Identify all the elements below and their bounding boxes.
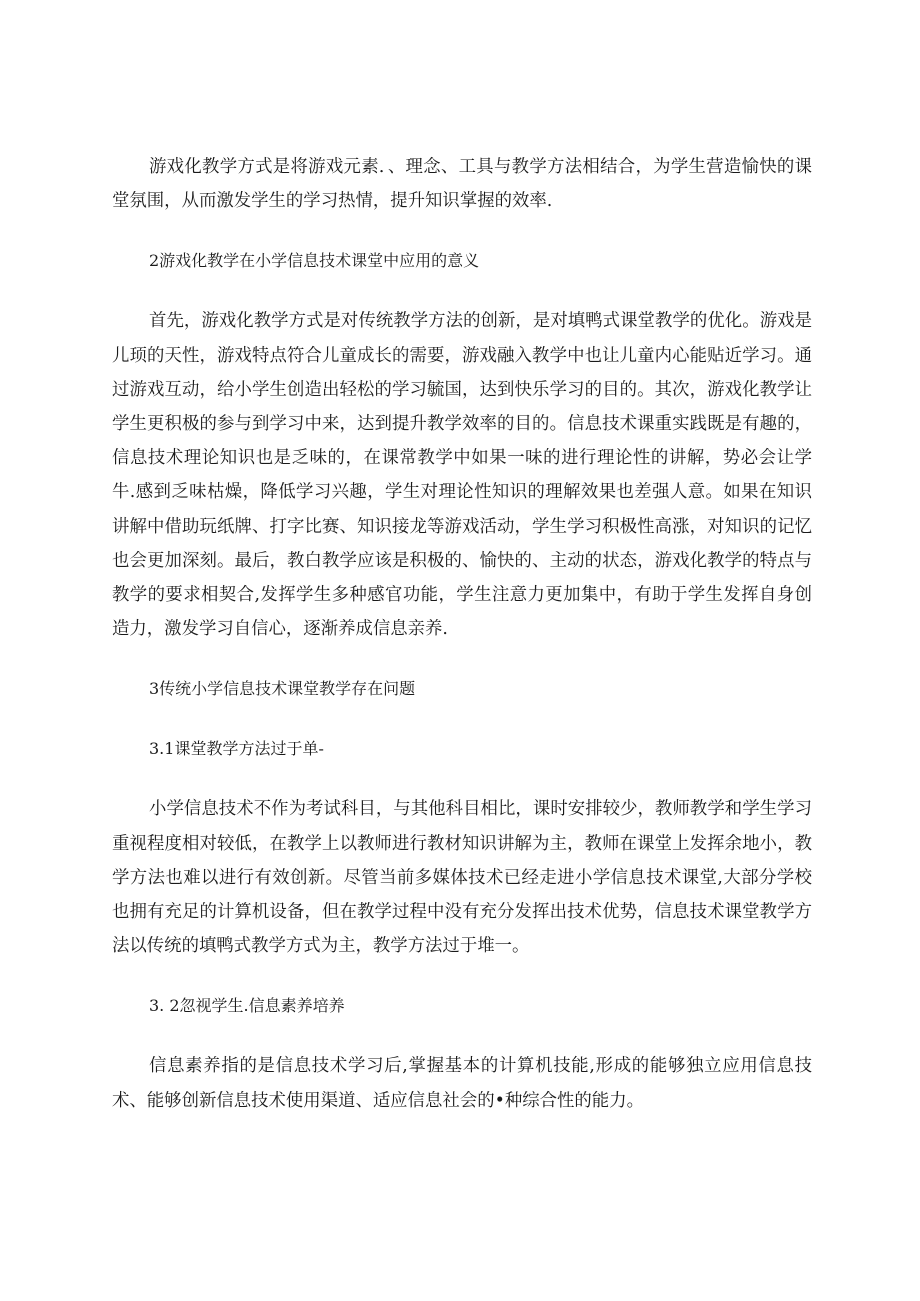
- spacer: [112, 766, 812, 792]
- spacer: [112, 278, 812, 304]
- single-method-paragraph: 小学信息技术不作为考试科目，与其他科目相比，课时安排较少，教师教学和学生学习重视程度相对较低，在教学上以教师进行教材知识讲解为主，教师在课堂上发挥余地小，教学方法也难以进行有效创新。尽管当前多媒体技术已经走进小学信息技术课堂,大部分学校也拥有充足的计算机设备，但在教学过程中没有充分发挥出技术优势，信息技术课堂教学方法以传统的填鸭式教学方式为主，教学方法过于堆一。: [112, 799, 812, 957]
- spacer: [112, 218, 812, 244]
- section-heading-2: 2游戏化教学在小学信息技术课堂中应用的意义: [149, 251, 480, 271]
- section-heading-3: 3传统小学信息技术课堂教学存在问题: [149, 679, 416, 699]
- subsection-heading-3-2: 3. 2忽视学生.信息素养培养: [149, 996, 345, 1016]
- spacer: [112, 646, 812, 672]
- document-page: [112, 150, 812, 1118]
- spacer: [112, 706, 812, 732]
- spacer: [112, 1023, 812, 1049]
- subsection-heading-3-1: 3.1课堂教学方法过于单-: [149, 739, 324, 759]
- spacer: [112, 963, 812, 989]
- literacy-paragraph: 信息素养指的是信息技术学习后,掌握基本的计算机技能,形成的能够独立应用信息技术、能够创新信息技术使用渠道、适应信息社会的•种综合性的能力。: [112, 1056, 812, 1111]
- intro-paragraph: 游戏化教学方式是将游戏元素．、理念、工具与教学方法相结合，为学生营造愉快的课堂氛围，从而激发学生的学习热情，提升知识掌握的效率.: [112, 157, 812, 212]
- significance-paragraph: 首先，游戏化教学方式是对传统教学方法的创新，是对填鸭式课堂教学的优化。游戏是儿顼的天性，游戏特点符合儿童成长的需要，游戏融入教学中也让儿童内心能贴近学习。通过游戏互动，给小学生创造出轻松的学习毓国，达到快乐学习的目的。其次，游戏化教学让学生更积极的参与到学习中来，达到提升教学效率的目的。信息技术课重实践既是有趣的，信息技术理论知识也是乏味的，在课常教学中如果一味的进行理论性的讲解，势必会让学牛.感到乏味枯燥，降低学习兴趣，学生对理论性知识的理解效果也差强人意。如果在知识讲解中借助玩纸牌、打字比赛、知识接龙等游戏活动，学生学习积极性高涨，对知识的记忆也会更加深刻。最后，教白教学应该是积极的、愉快的、主动的状态，游戏化教学的特点与教学的要求相契合,发挥学生多种感官功能，学生注意力更加集中，有助于学生发挥自身创造力，激发学习自信心，逐渐养成信息亲养.: [112, 311, 812, 640]
